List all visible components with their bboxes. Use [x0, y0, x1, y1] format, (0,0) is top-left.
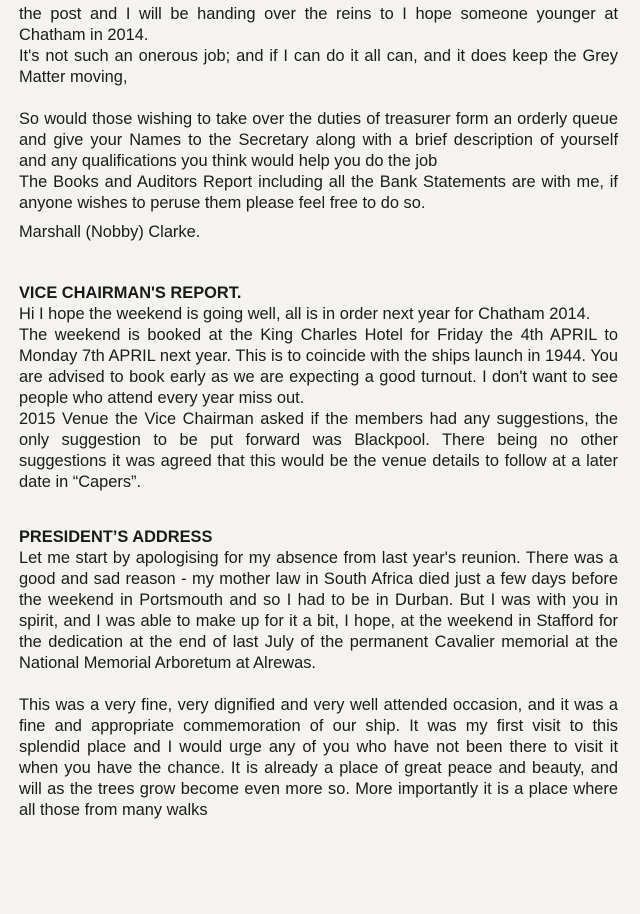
treasurer-paragraph-4: The Books and Auditors Report including all the Bank Statements are with me, if anyone wishes to peruse them please feel free to do so.	[19, 173, 618, 212]
spacer	[19, 214, 618, 222]
vice-chairman-heading: VICE CHAIRMAN'S REPORT.	[19, 284, 242, 302]
president-paragraph-2: This was a very fine, very dignified and very well attended occasion, and it was a fine and appropriate commemoration of our ship. It was my first visit to this splendid place and I would urge any of you who have not been there to visit it when you have the chance. It is already a place of great peace and beauty, and will as the trees grow become even more so. More importantly it is a place where all those from many walks	[19, 696, 618, 819]
president-address	[19, 527, 618, 821]
vice-chairman-report	[19, 283, 618, 493]
spacer	[19, 88, 618, 109]
president-paragraph-1: Let me start by apologising for my absence from last year's reunion. There was a good and sad reason - my mother law in South Africa died just a few days before the weekend in Portsmouth and so I had to be in Durban. But I was with you in spirit, and I was able to make up for it a bit, I hope, at the weekend in Stafford for the dedication at the end of last July of the permanent Cavalier memorial at the National Memorial Arboretum at Alrewas.	[19, 549, 618, 672]
spacer	[19, 493, 618, 527]
treasurer-signature: Marshall (Nobby) Clarke.	[19, 223, 201, 241]
president-heading: PRESIDENT’S ADDRESS	[19, 528, 213, 546]
treasurer-report	[19, 4, 618, 243]
treasurer-paragraph-3: So would those wishing to take over the duties of treasurer form an orderly queue and give your Names to the Secretary along with a brief description of yourself and any qualifications you think would help you do the job	[19, 110, 618, 170]
spacer	[19, 243, 618, 283]
vice-chairman-paragraph-2: The weekend is booked at the King Charles Hotel for Friday the 4th APRIL to Monday 7th APRIL next year. This is to coincide with the ships launch in 1944. You are advised to book early as we are expecting a good turnout. I don't want to see people who attend every year miss out.	[19, 326, 618, 407]
treasurer-paragraph-1: the post and I will be handing over the reins to I hope someone younger at Chatham in 2014.	[19, 5, 618, 44]
treasurer-paragraph-2: It's not such an onerous job; and if I can do it all can, and it does keep the Grey Matter moving,	[19, 47, 618, 86]
vice-chairman-paragraph-3: 2015 Venue the Vice Chairman asked if the members had any suggestions, the only suggestion to be put forward was Blackpool. There being no other suggestions it was agreed that this would be the venue details to follow at a later date in “Capers”.	[19, 410, 618, 491]
vice-chairman-paragraph-1: Hi I hope the weekend is going well, all is in order next year for Chatham 2014.	[19, 305, 591, 323]
spacer	[19, 674, 618, 695]
